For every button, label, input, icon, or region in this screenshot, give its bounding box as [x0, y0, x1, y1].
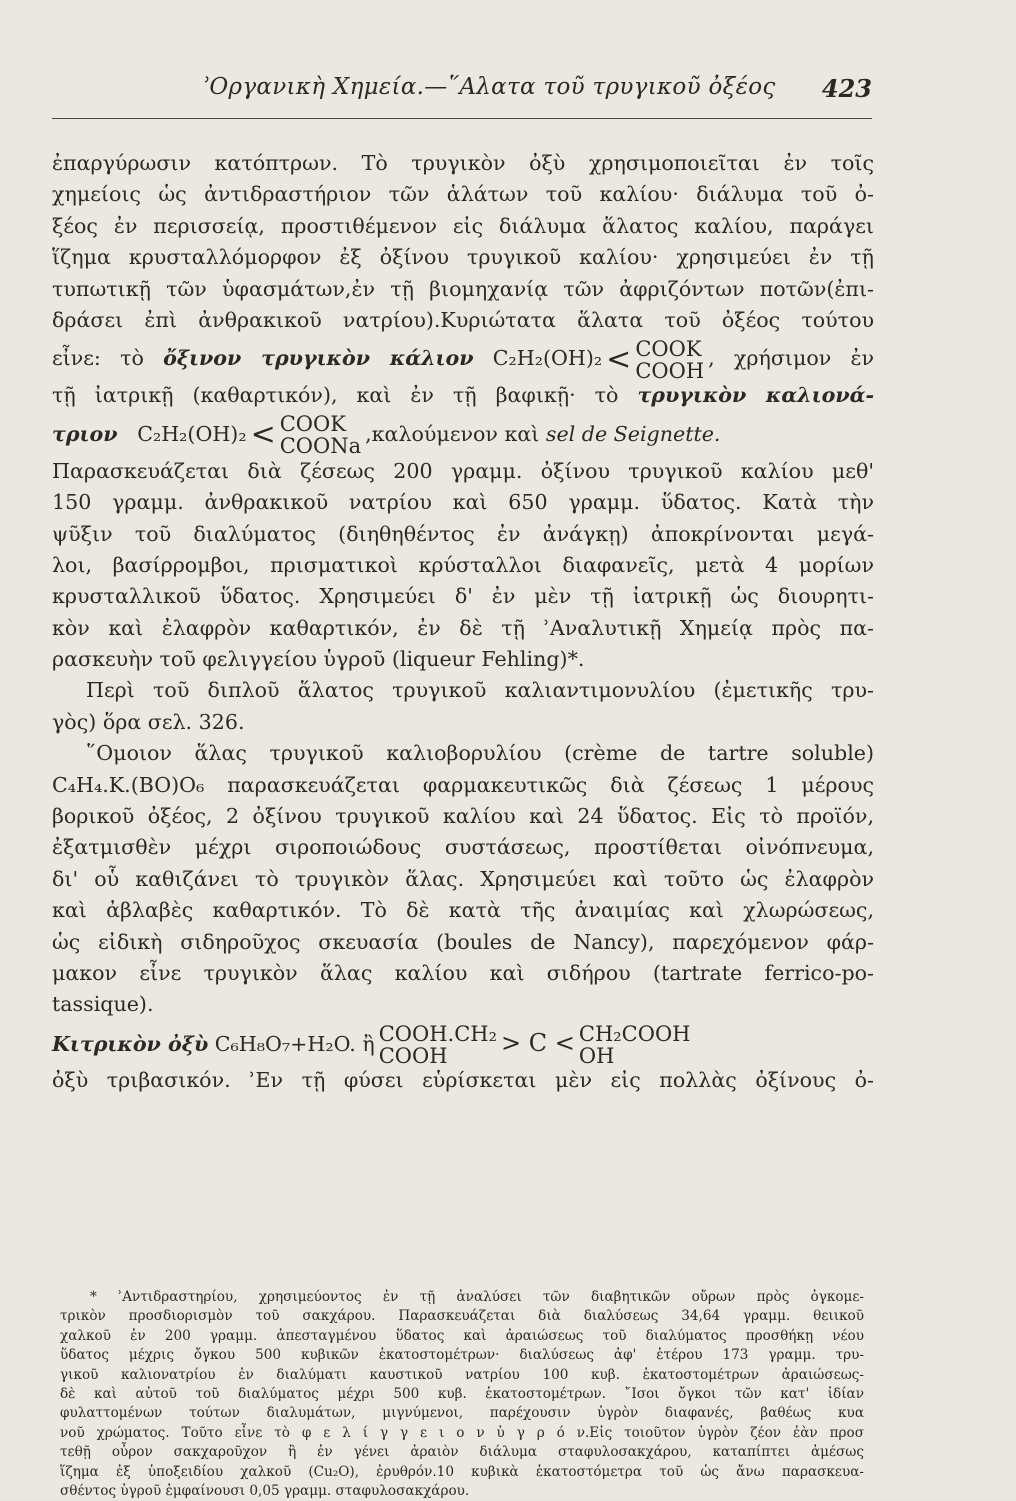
header-rule	[52, 118, 872, 119]
text-line: μακον εἶνε τρυγικὸν ἅλας καλίου καὶ σιδήρου (tartrate ferrico-po-	[52, 960, 874, 985]
text-line: Περὶ τοῦ διπλοῦ ἅλατος τρυγικοῦ καλιαντιμονυλίου (ἐμετικῆς τρυ-	[86, 678, 874, 703]
formula-top: CH₂COOH	[578, 1022, 691, 1047]
formula-top: COOH.CH₂	[378, 1022, 498, 1047]
text-line: ξέος ἐν περισσείᾳ, προστιθέμενον εἰς διάλυμα ἅλατος καλίου, παράγει	[52, 213, 874, 238]
chemical-formula: C₆H₈O₇+H₂O. ἢ	[214, 1031, 375, 1056]
text-line: ἐξατμισθὲν μέχρι σιροποιώδους συστάσεως, προστίθεται οἰνόπνευμα,	[52, 835, 874, 860]
text-line: 150 γραμμ. ἀνθρακικοῦ νατρίου καὶ 650 γραμμ. ὕδατος. Κατὰ τὴν	[52, 490, 874, 515]
formula-bottom: COONa	[279, 434, 362, 459]
footnote-line: ἵζημα ἐξ ὑποξειδίου χαλκοῦ (Cu₂O), ἐρυθρόν.10 κυβικὰ ἑκατοστόμετρα τοῦ ὡς ἄνω παρασκευα-	[60, 1463, 864, 1480]
formula-stack	[635, 338, 704, 382]
formula-bottom: COOH	[635, 358, 705, 383]
text-line: γὸς) ὅρα σελ. 326.	[52, 709, 245, 734]
page-header	[52, 72, 872, 112]
text-line: καὶ ἀβλαβὲς καθαρτικόν. Τὸ δὲ κατὰ τῆς ἀναιμίας καὶ χλωρώσεως,	[52, 898, 874, 923]
bracket-symbol: <	[250, 417, 276, 453]
footnote-line: νοῦ χρώματος. Τοῦτο εἶνε τὸ φ ε λ ί γ γ ε ι ο ν ὑ γ ρ ό ν.Εἰς τοιοῦτον ὑγρὸν ζέον ἐὰν προσ	[60, 1424, 864, 1441]
text-fragment: , χρήσιμον ἐν	[708, 346, 875, 371]
footnote-line: * ʾΑντιδραστηρίου, χρησιμεύοντος ἐν τῇ ἀναλύσει τῶν διαβητικῶν οὔρων πρὸς ὀγκομε-	[90, 1289, 864, 1305]
footnote-line: τεθῇ οὖρον σακχαροῦχον ἢ ἐν γένει ἀραιὸν διάλυμα σταφυλοσακχάρου, καταπίπτει ἀμέσως	[60, 1444, 864, 1461]
page-number: 423	[821, 74, 872, 103]
footnote-line: φυλαττομένων τούτων διαλυμάτων, μιγνύμενοι, παρέχουσιν ὑγρὸν διαφανές, βαθέως κυα	[60, 1405, 864, 1422]
main-text	[52, 148, 874, 1096]
text-line: λοι, βασίρρομβοι, πρισματικοὶ κρύσταλλοι διαφανεῖς, μετὰ 4 μορίων	[52, 552, 874, 577]
text-line: βορικοῦ ὀξέος, 2 ὀξίνου τρυγικοῦ καλίου καὶ 24 ὕδατος. Εἰς τὸ προϊόν,	[52, 804, 874, 829]
chemical-formula: C₂H₂(OH)₂	[492, 346, 603, 371]
text-fragment: ,καλούμενον καὶ	[365, 421, 540, 446]
formula-line-acid-potassium-tartrate	[52, 336, 875, 383]
text-line: κρυσταλλικοῦ ὕδατος. Χρησιμεύει δ' ἐν μὲν τῇ ἰατρικῇ ὡς διουρητι-	[52, 584, 874, 609]
compound-name: τριον	[52, 421, 118, 446]
footnote-line: γικοῦ καλιονατρίου ἐν διαλύματι καυστικοῦ νατρίου 100 κυβ. ἑκατοστομέτρων ἀραιώσεως-	[60, 1366, 864, 1383]
french-term: sel de Seignette.	[545, 421, 721, 446]
text-line: ὡς εἰδικὴ σιδηροῦχος σκευασία (boules de Nancy), παρεχόμενον φάρ-	[52, 929, 874, 954]
text-line: κὸν καὶ ἐλαφρὸν καθαρτικόν, ἐν δὲ τῇ ʾΑναλυτικῇ Χημείᾳ πρὸς πα-	[52, 615, 874, 640]
text-line: τυπωτικῇ τῶν ὑφασμάτων,ἐν τῇ βιομηχανίᾳ τῶν ἀφριζόντων ποτῶν(ἐπι-	[52, 276, 874, 301]
formula-top: COOK	[279, 412, 346, 437]
formula-bottom: OH	[578, 1044, 615, 1069]
formula-bottom: COOH	[378, 1044, 448, 1069]
text-line: ῞Ομοιον ἅλας τρυγικοῦ καλιοβορυλίου (crème de tartre soluble)	[86, 741, 874, 766]
text-line: C₄H₄.K.(BO)O₆ παρασκευάζεται φαρμακευτικῶς διὰ ζέσεως 1 μέρους	[52, 772, 874, 797]
text-line	[52, 380, 874, 411]
text-line: tassique).	[52, 992, 154, 1017]
footnote-line: χαλκοῦ ἐν 200 γραμμ. ἀπεσταγμένου ὕδατος καὶ ἀραιώσεως τοῦ διαλύματος προσθήκῃ νέου	[60, 1327, 864, 1344]
text-line: ἐπαργύρωσιν κατόπτρων. Τὸ τρυγικὸν ὀξὺ χρησιμοποιεῖται ἐν τοῖς	[52, 151, 874, 175]
text-fragment: εἶνε: τὸ	[52, 346, 144, 371]
bracket-symbol: <	[606, 341, 632, 377]
text-line: χημείοις ὡς ἀντιδραστήριον τῶν ἁλάτων τοῦ καλίου· διάλυμα τοῦ ὀ-	[52, 182, 874, 207]
text-line: ἵζημα κρυσταλλόμορφον ἐξ ὀξίνου τρυγικοῦ καλίου· χρησιμεύει ἐν τῇ	[52, 245, 874, 270]
compound-name: ὄξινον τρυγικὸν κάλιον	[163, 346, 474, 371]
formula-top: COOK	[635, 336, 702, 361]
formula-line-seignette-salt	[52, 412, 874, 459]
footnotes	[60, 1288, 864, 1501]
formula-stack	[579, 1023, 691, 1067]
compound-name: Κιτρικὸν ὀξὺ	[52, 1031, 209, 1056]
text-line: ψῦξιν τοῦ διαλύματος (διηθηθέντος ἐν ἀνάγκῃ) ἀποκρίνονται μεγά-	[52, 521, 874, 546]
chemical-formula: C₂H₂(OH)₂	[137, 421, 247, 446]
text-fragment: τῇ ἰατρικῇ (καθαρτικόν), καὶ ἐν τῇ βαφικῇ· τὸ	[52, 383, 619, 408]
formula-stack	[280, 413, 361, 457]
footnote-line: ὕδατος μέχρις ὄγκου 500 κυβικῶν ἑκατοστομέτρων· διαλύσεως ἀφ' ἑτέρου 173 γραμμ. τρυ-	[60, 1347, 864, 1364]
formula-line-citric-acid	[52, 1021, 874, 1069]
formula-stack	[379, 1023, 497, 1067]
text-line: ὀξὺ τριβασικόν. ʾΕν τῇ φύσει εὑρίσκεται μὲν εἰς πολλὰς ὀξίνους ὀ-	[52, 1067, 874, 1092]
compound-name: τρυγικὸν καλιονά-	[637, 383, 875, 408]
footnote-line: τρικὸν προσδιορισμὸν τοῦ σακχάρου. Παρασκευάζεται διὰ διαλύσεως 34,64 γραμμ. θειικοῦ	[60, 1308, 864, 1325]
text-line: ρασκευὴν τοῦ φελιγγείου ὑγροῦ (liqueur Fehling)*.	[52, 647, 585, 672]
footnote-line: σθέντος ὑγροῦ ἐμφαίνουσι 0,05 γραμμ. σταφυλοσακχάρου.	[60, 1482, 470, 1499]
formula-center: > C <	[501, 1028, 575, 1057]
text-line: δράσει ἐπὶ ἀνθρακικοῦ νατρίου).Κυριώτατα ἅλατα τοῦ ὀξέος τούτου	[52, 307, 874, 332]
running-head: ʾΟργανικὴ Χημεία.—῞Αλατα τοῦ τρυγικοῦ ὀξέος	[202, 74, 776, 100]
text-line: δι' οὗ καθιζάνει τὸ τρυγικὸν ἅλας. Χρησιμεύει καὶ τοῦτο ὡς ἐλαφρὸν	[52, 866, 874, 891]
text-line: Παρασκευάζεται διὰ ζέσεως 200 γραμμ. ὀξίνου τρυγικοῦ καλίου μεθ'	[52, 458, 874, 483]
footnote-line: δὲ καὶ αὐτοῦ τοῦ διαλύματος μέχρι 500 κυβ. ἑκατοστομέτρων. ῎Ισοι ὄγκοι τῶν κατ' ἰδίαν	[60, 1385, 864, 1402]
